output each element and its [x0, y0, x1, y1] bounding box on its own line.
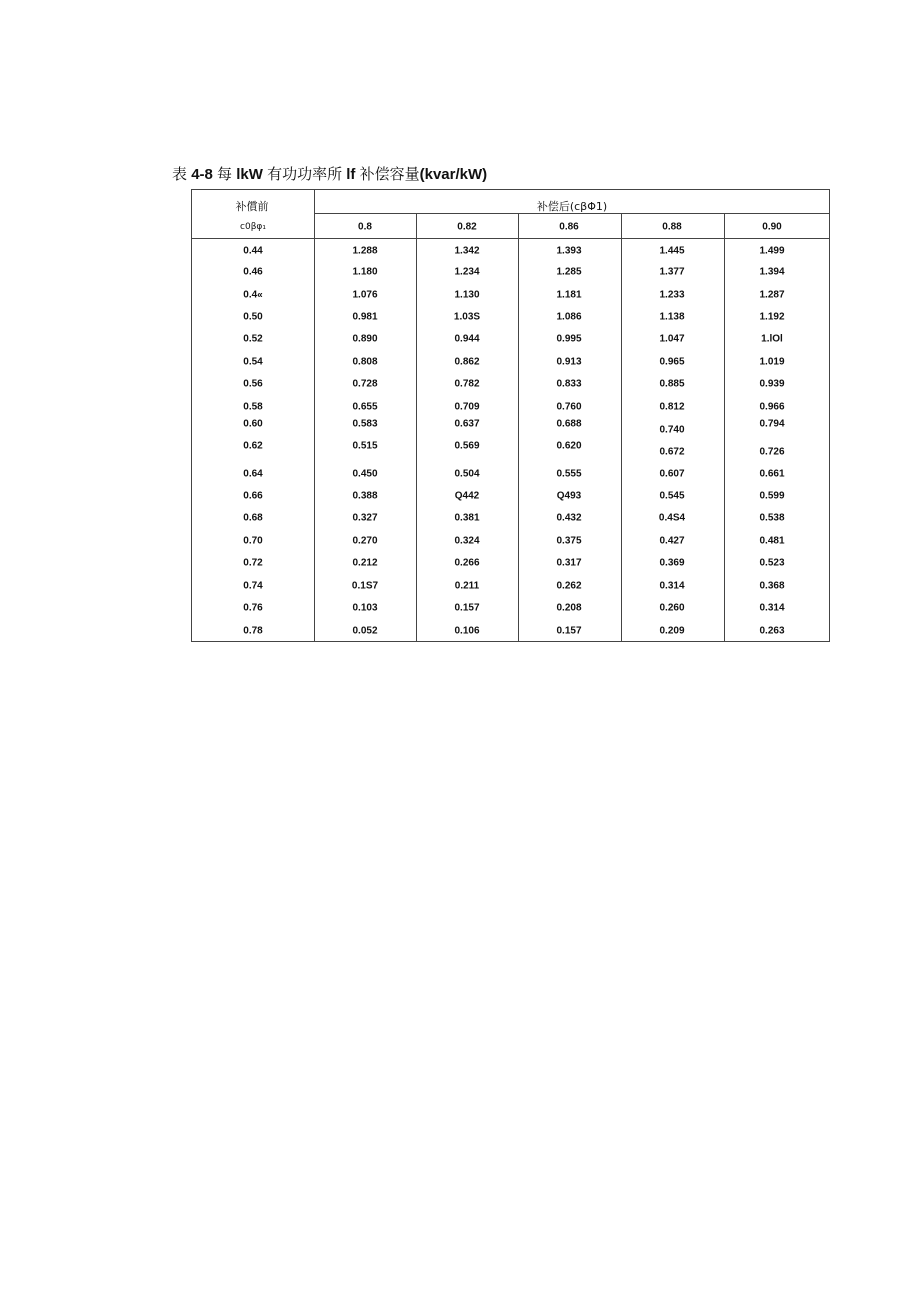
- row-before-value: 0.4«: [243, 289, 263, 301]
- table-cell: 0.620: [556, 440, 582, 452]
- table-cell: 0.833: [556, 378, 582, 390]
- caption-prefix: 表: [172, 165, 188, 183]
- table-cell: 0.913: [556, 356, 582, 368]
- table-cell: 0.607: [659, 468, 685, 480]
- table-cell: 1.lOl: [761, 333, 783, 345]
- table-cell: 1.499: [759, 245, 785, 257]
- table-cell: 1.288: [352, 245, 378, 257]
- table-cell: 0.1S7: [351, 580, 379, 592]
- column-divider: [314, 189, 315, 642]
- table-cell: 0.812: [659, 401, 685, 413]
- table-cell: 0.324: [454, 535, 480, 547]
- table-cell: 0.655: [352, 401, 378, 413]
- caption-word1: 每: [217, 165, 233, 183]
- table-cell: 0.266: [454, 557, 480, 569]
- table-cell: 0.375: [556, 535, 582, 547]
- caption-unit2: lf: [346, 166, 356, 183]
- table-cell: 0.740: [659, 424, 685, 436]
- row-before-value: 0.78: [243, 625, 263, 637]
- table-cell: 0.369: [659, 557, 685, 569]
- table-cell: 0.583: [352, 418, 378, 430]
- header-before: 补償前: [235, 200, 269, 213]
- table-cell: 0.052: [352, 625, 378, 637]
- table-cell: 0.450: [352, 468, 378, 480]
- table-cell: Q442: [454, 490, 480, 502]
- table-cell: 0.504: [454, 468, 480, 480]
- table-cell: 1.287: [759, 289, 785, 301]
- table-cell: 0.555: [556, 468, 582, 480]
- column-divider: [416, 213, 417, 642]
- table-cell: 0.368: [759, 580, 785, 592]
- row-before-value: 0.56: [243, 378, 263, 390]
- table-cell: 1.377: [659, 266, 685, 278]
- table-cell: 0.157: [556, 625, 582, 637]
- row-before-value: 0.54: [243, 356, 263, 368]
- table-cell: 0.545: [659, 490, 685, 502]
- column-header: 0.82: [457, 221, 477, 233]
- table-cell: 0.728: [352, 378, 378, 390]
- column-header: 0.88: [662, 221, 682, 233]
- table-cell: 0.157: [454, 602, 480, 614]
- table-cell: 0.103: [352, 602, 378, 614]
- row-before-value: 0.66: [243, 490, 263, 502]
- table-cell: 0.270: [352, 535, 378, 547]
- row-before-value: 0.72: [243, 557, 263, 569]
- table-cell: Q493: [556, 490, 582, 502]
- table-cell: 0.726: [759, 446, 785, 458]
- row-before-value: 0.44: [243, 245, 263, 257]
- table-cell: 1.394: [759, 266, 785, 278]
- table-cell: 0.709: [454, 401, 480, 413]
- row-before-value: 0.62: [243, 440, 263, 452]
- caption-unit1: lkW: [236, 166, 263, 183]
- table-cell: 0.995: [556, 333, 582, 345]
- table-cell: 0.794: [759, 418, 785, 430]
- table-cell: 0.317: [556, 557, 582, 569]
- table-cell: 1.03S: [453, 311, 481, 323]
- row-before-value: 0.64: [243, 468, 263, 480]
- table-cell: 0.944: [454, 333, 480, 345]
- column-header: 0.90: [762, 221, 782, 233]
- table-cell: 1.181: [556, 289, 582, 301]
- table-cell: 1.086: [556, 311, 582, 323]
- compensation-table: [191, 189, 830, 642]
- table-cell: 0.209: [659, 625, 685, 637]
- caption-number: 4-8: [191, 166, 213, 183]
- table-cell: 0.388: [352, 490, 378, 502]
- table-cell: 0.637: [454, 418, 480, 430]
- table-cell: 0.515: [352, 440, 378, 452]
- table-cell: 0.481: [759, 535, 785, 547]
- row-before-value: 0.60: [243, 418, 263, 430]
- table-cell: 0.890: [352, 333, 378, 345]
- table-cell: 0.260: [659, 602, 685, 614]
- table-cell: 0.808: [352, 356, 378, 368]
- header-cos: c0βφ₁: [240, 222, 266, 232]
- row-before-value: 0.46: [243, 266, 263, 278]
- table-cell: 1.130: [454, 289, 480, 301]
- table-cell: 0.427: [659, 535, 685, 547]
- table-cell: 0.4S4: [658, 512, 686, 524]
- row-before-value: 0.52: [243, 333, 263, 345]
- table-cell: 1.076: [352, 289, 378, 301]
- table-cell: 1.393: [556, 245, 582, 257]
- table-cell: 0.208: [556, 602, 582, 614]
- table-cell: 0.966: [759, 401, 785, 413]
- table-cell: 1.342: [454, 245, 480, 257]
- table-cell: 0.432: [556, 512, 582, 524]
- header-after: 补偿后(cβΦ1): [536, 200, 608, 213]
- table-cell: 0.106: [454, 625, 480, 637]
- table-cell: 1.047: [659, 333, 685, 345]
- table-cell: 0.782: [454, 378, 480, 390]
- table-cell: 0.661: [759, 468, 785, 480]
- table-cell: 0.212: [352, 557, 378, 569]
- caption-word2: 有功功率所: [267, 165, 343, 183]
- column-header: 0.8: [358, 221, 372, 233]
- table-caption: [172, 163, 487, 184]
- table-cell: 0.939: [759, 378, 785, 390]
- row-before-value: 0.74: [243, 580, 263, 592]
- table-cell: 0.381: [454, 512, 480, 524]
- caption-unit3: (kvar/kW): [419, 166, 488, 183]
- table-cell: 0.327: [352, 512, 378, 524]
- row-before-value: 0.76: [243, 602, 263, 614]
- table-cell: 0.688: [556, 418, 582, 430]
- column-divider: [621, 213, 622, 642]
- table-cell: 0.981: [352, 311, 378, 323]
- column-header: 0.86: [559, 221, 579, 233]
- table-cell: 1.192: [759, 311, 785, 323]
- row-before-value: 0.58: [243, 401, 263, 413]
- table-cell: 1.019: [759, 356, 785, 368]
- column-divider: [518, 213, 519, 642]
- column-divider: [724, 213, 725, 642]
- table-cell: 0.672: [659, 446, 685, 458]
- table-cell: 1.234: [454, 266, 480, 278]
- row-before-value: 0.68: [243, 512, 263, 524]
- table-cell: 0.599: [759, 490, 785, 502]
- table-cell: 1.285: [556, 266, 582, 278]
- table-cell: 0.965: [659, 356, 685, 368]
- table-cell: 0.211: [454, 580, 480, 592]
- table-cell: 1.445: [659, 245, 685, 257]
- table-cell: 0.538: [759, 512, 785, 524]
- table-cell: 0.885: [659, 378, 685, 390]
- table-cell: 0.569: [454, 440, 480, 452]
- table-cell: 0.314: [759, 602, 785, 614]
- column-header-divider: [191, 238, 830, 239]
- table-cell: 1.233: [659, 289, 685, 301]
- table-cell: 0.523: [759, 557, 785, 569]
- table-cell: 0.862: [454, 356, 480, 368]
- row-before-value: 0.70: [243, 535, 263, 547]
- caption-word3: 补偿容量: [359, 165, 420, 183]
- row-before-value: 0.50: [243, 311, 263, 323]
- table-cell: 1.138: [659, 311, 685, 323]
- table-cell: 0.262: [556, 580, 582, 592]
- table-cell: 1.180: [352, 266, 378, 278]
- table-cell: 0.314: [659, 580, 685, 592]
- table-cell: 0.760: [556, 401, 582, 413]
- table-cell: 0.263: [759, 625, 785, 637]
